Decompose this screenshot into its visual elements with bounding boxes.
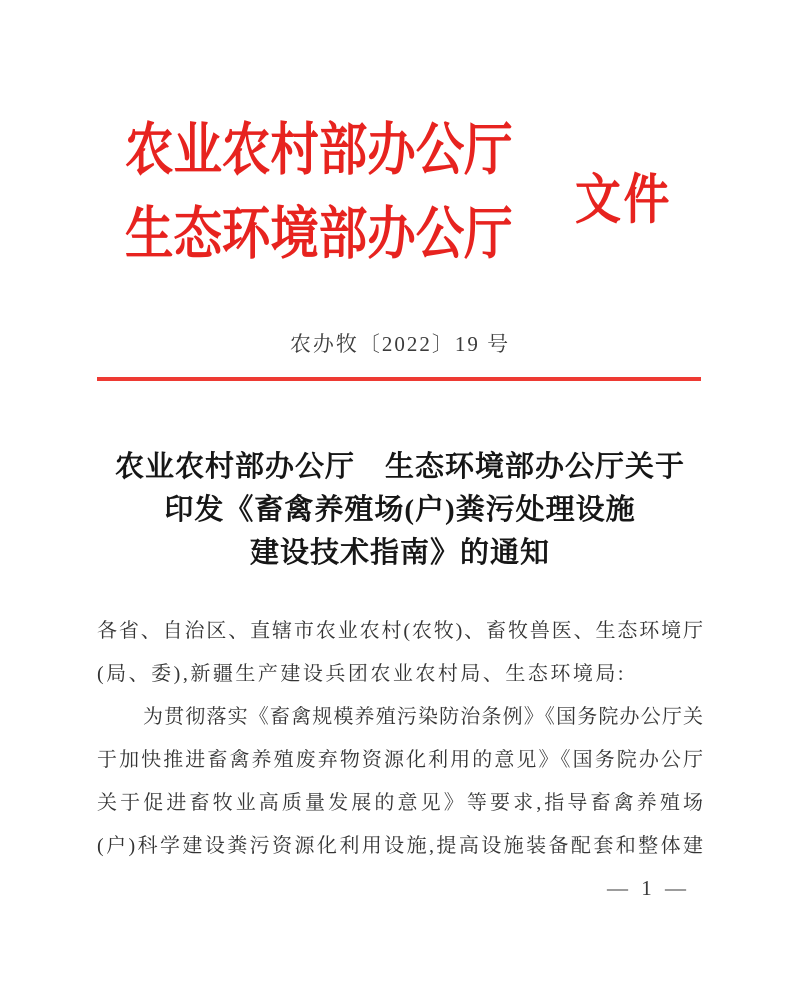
recipients-line-2: (局、委),新疆生产建设兵团农业农村局、生态环境局: (97, 663, 626, 685)
red-divider-line (97, 377, 701, 381)
body-paragraph-line-1: 为贯彻落实《畜禽规模养殖污染防治条例》《国务院办公厅关 (143, 706, 703, 728)
notice-title-line-1: 农业农村部办公厅 生态环境部办公厅关于 (114, 451, 685, 483)
page-number: — 1 — (607, 876, 690, 900)
letterhead-org-line-1: 农业农村部办公厅 (125, 119, 513, 182)
notice-title-line-3: 建设技术指南》的通知 (249, 537, 550, 569)
body-paragraph-line-2: 于加快推进畜禽养殖废弃物资源化利用的意见》《国务院办公厅 (97, 749, 703, 771)
notice-title (0, 446, 800, 575)
recipients-line-1: 各省、自治区、直辖市农业农村(农牧)、畜牧兽医、生态环境厅 (97, 620, 703, 642)
letterhead-doc-type-label: 文件 (575, 170, 672, 230)
body-paragraph-line-3: 关于促进畜牧业高质量发展的意见》等要求,指导畜禽养殖场 (97, 792, 703, 814)
doc-reference-number: 农办牧〔2022〕19 号 (289, 332, 511, 356)
notice-body (97, 610, 703, 868)
letterhead-org-line-2: 生态环境部办公厅 (125, 203, 513, 266)
notice-title-line-2: 印发《畜禽养殖场(户)粪污处理设施 (164, 494, 636, 526)
body-paragraph-line-4: (户)科学建设粪污资源化利用设施,提高设施装备配套和整体建 (97, 835, 703, 857)
letterhead-org-block (125, 109, 581, 277)
